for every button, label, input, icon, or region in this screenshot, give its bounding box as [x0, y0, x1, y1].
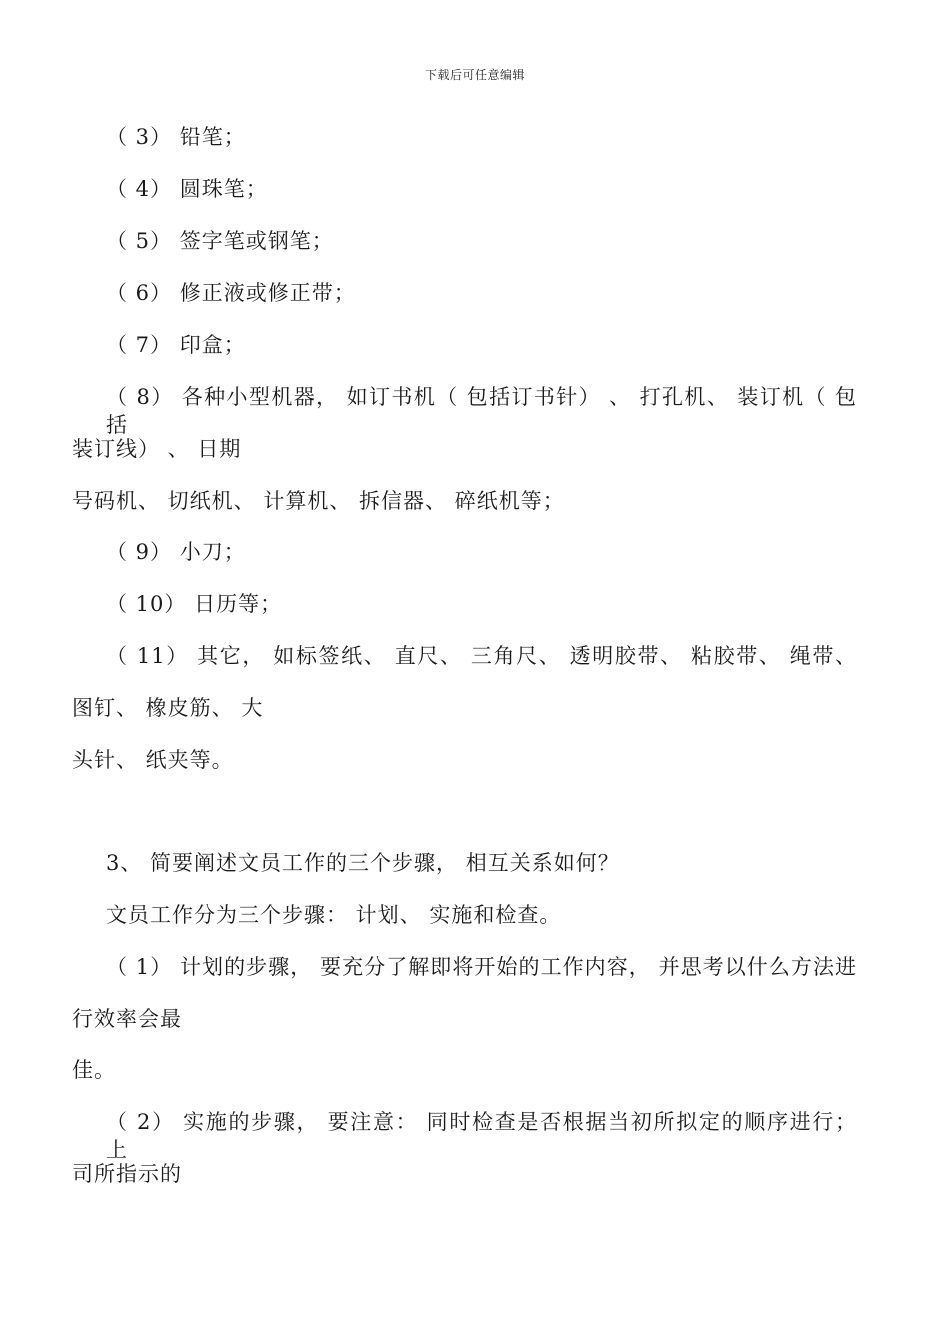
list-item: （ 7） 印盒；	[106, 333, 246, 357]
list-item: （ 3） 铅笔；	[106, 125, 246, 149]
list-item-continuation: 行效率会最	[72, 1007, 182, 1031]
list-item: （ 9） 小刀；	[106, 540, 246, 564]
list-item: （ 4） 圆珠笔；	[106, 177, 268, 201]
list-item: （ 11） 其它， 如标签纸、 直尺、 三角尺、 透明胶带、 粘胶带、 绳带、	[106, 644, 857, 668]
list-item: （ 6） 修正液或修正带；	[106, 281, 356, 305]
list-item: （ 2） 实施的步骤， 要注意： 同时检查是否根据当初所拟定的顺序进行； 上	[106, 1110, 857, 1162]
list-item: （ 8） 各种小型机器， 如订书机（ 包括订书针） 、 打孔机、 装订机（ 包括	[106, 385, 857, 437]
list-item: （ 5） 签字笔或钢笔；	[106, 229, 334, 253]
question-heading: 3、 简要阐述文员工作的三个步骤， 相互关系如何？	[106, 851, 620, 875]
list-item: （ 1） 计划的步骤， 要充分了解即将开始的工作内容， 并思考以什么方法进	[106, 955, 857, 979]
page-header: 下载后可任意编辑	[424, 68, 525, 82]
list-item-continuation: 头针、 纸夹等。	[72, 748, 234, 772]
list-item-continuation: 司所指示的	[72, 1162, 182, 1186]
list-item-continuation: 图钉、 橡皮筋、 大	[72, 696, 264, 720]
list-item-continuation: 装订线） 、 日期	[72, 437, 242, 461]
paragraph: 文员工作分为三个步骤： 计划、 实施和检查。	[106, 903, 562, 927]
list-item-continuation: 号码机、 切纸机、 计算机、 拆信器、 碎纸机等；	[72, 489, 565, 513]
list-item: （ 10） 日历等；	[106, 592, 283, 616]
list-item-continuation: 佳。	[72, 1058, 116, 1082]
